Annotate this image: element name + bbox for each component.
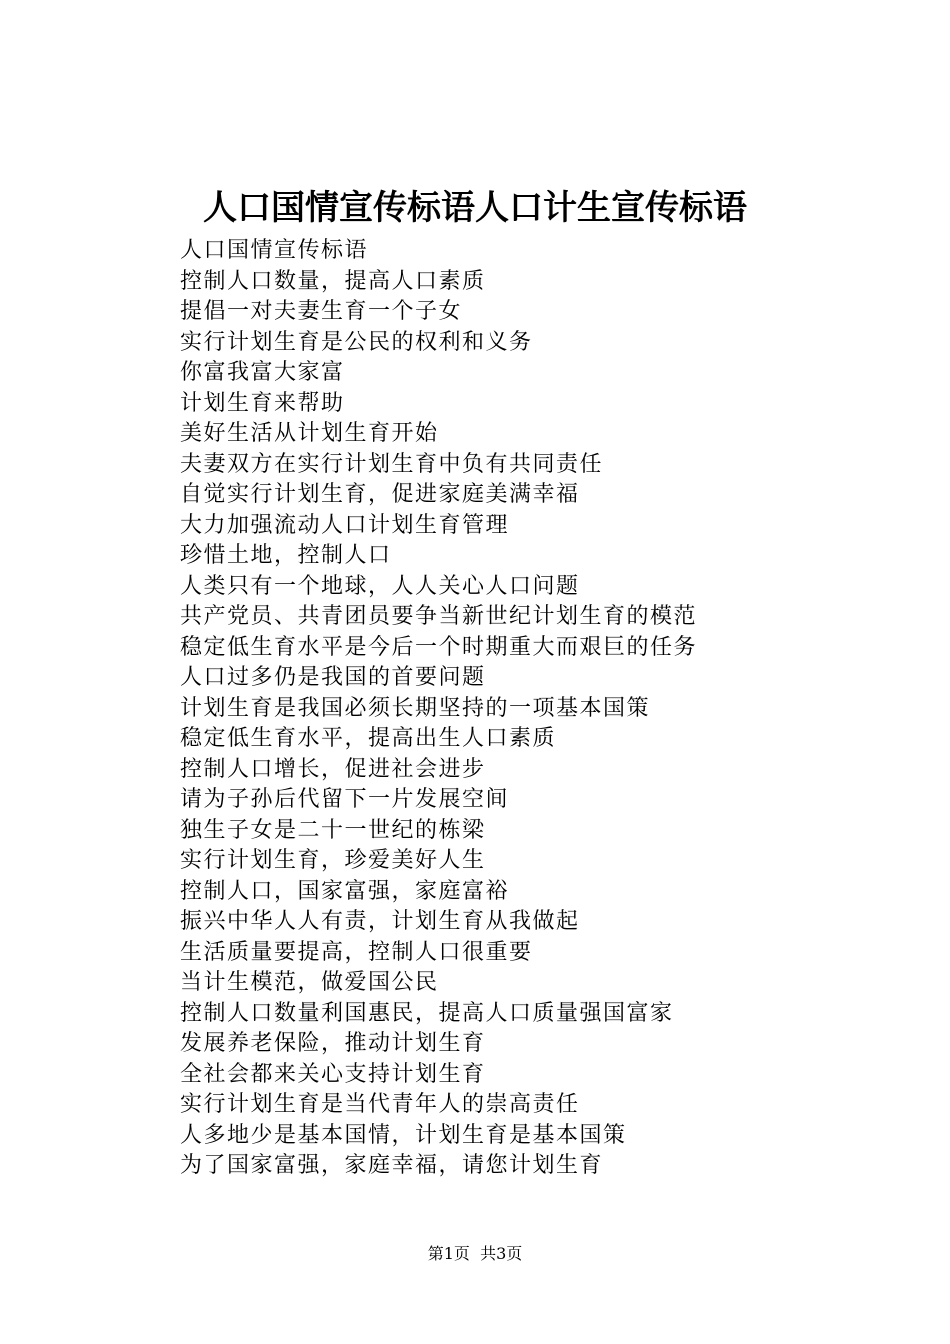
- slogan-line: 发展养老保险，推动计划生育: [180, 1031, 486, 1056]
- slogan-line: 人口过多仍是我国的首要问题: [180, 665, 486, 690]
- current-page-indicator: 第1页: [427, 1244, 470, 1263]
- slogan-line: 实行计划生育，珍爱美好人生: [180, 848, 486, 873]
- slogan-line: 控制人口增长，促进社会进步: [180, 756, 486, 782]
- document-title: 人口国情宣传标语人口计生宣传标语: [203, 188, 747, 228]
- slogan-line: 计划生育是我国必须长期坚持的一项基本国策: [180, 695, 651, 721]
- slogan-line: 为了国家富强，家庭幸福，请您计划生育: [180, 1153, 604, 1178]
- slogan-line: 稳定低生育水平是今后一个时期重大而艰巨的任务: [180, 634, 698, 660]
- slogan-line: 大力加强流动人口计划生育管理: [180, 512, 510, 538]
- slogan-list: [180, 236, 697, 1182]
- slogan-line: 实行计划生育是当代青年人的崇高责任: [180, 1092, 580, 1117]
- slogan-line: 共产党员、共青团员要争当新世纪计划生育的模范: [180, 604, 698, 629]
- slogan-line: 人类只有一个地球，人人关心人口问题: [180, 573, 580, 599]
- slogan-line: 控制人口，国家富强，家庭富裕: [180, 878, 510, 904]
- slogan-line: 你富我富大家富: [180, 360, 345, 385]
- slogan-line: 全社会都来关心支持计划生育: [180, 1061, 486, 1087]
- slogan-line: 人多地少是基本国情，计划生育是基本国策: [180, 1122, 627, 1148]
- slogan-line: 珍惜土地，控制人口: [180, 543, 392, 568]
- slogan-line: 当计生模范，做爱国公民: [180, 970, 439, 995]
- slogan-line: 独生子女是二十一世纪的栋梁: [180, 817, 486, 843]
- slogan-line: 美好生活从计划生育开始: [180, 421, 439, 446]
- slogan-line: 生活质量要提高，控制人口很重要: [180, 939, 533, 965]
- slogan-line: 实行计划生育是公民的权利和义务: [180, 329, 533, 355]
- slogan-line: 稳定低生育水平，提高出生人口素质: [180, 726, 557, 751]
- slogan-line: 控制人口数量利国惠民，提高人口质量强国富家: [180, 1000, 674, 1026]
- total-pages-indicator: 共3页: [480, 1244, 523, 1263]
- slogan-line: 计划生育来帮助: [180, 390, 345, 416]
- slogan-line: 控制人口数量，提高人口素质: [180, 268, 486, 294]
- slogan-line: 人口国情宣传标语: [180, 238, 369, 263]
- slogan-line: 自觉实行计划生育，促进家庭美满幸福: [180, 482, 580, 507]
- slogan-line: 请为子孙后代留下一片发展空间: [180, 787, 510, 812]
- slogan-line: 提倡一对夫妻生育一个子女: [180, 299, 463, 324]
- slogan-line: 振兴中华人人有责，计划生育从我做起: [180, 909, 580, 934]
- slogan-line: 夫妻双方在实行计划生育中负有共同责任: [180, 451, 604, 477]
- page-footer: [0, 1242, 950, 1266]
